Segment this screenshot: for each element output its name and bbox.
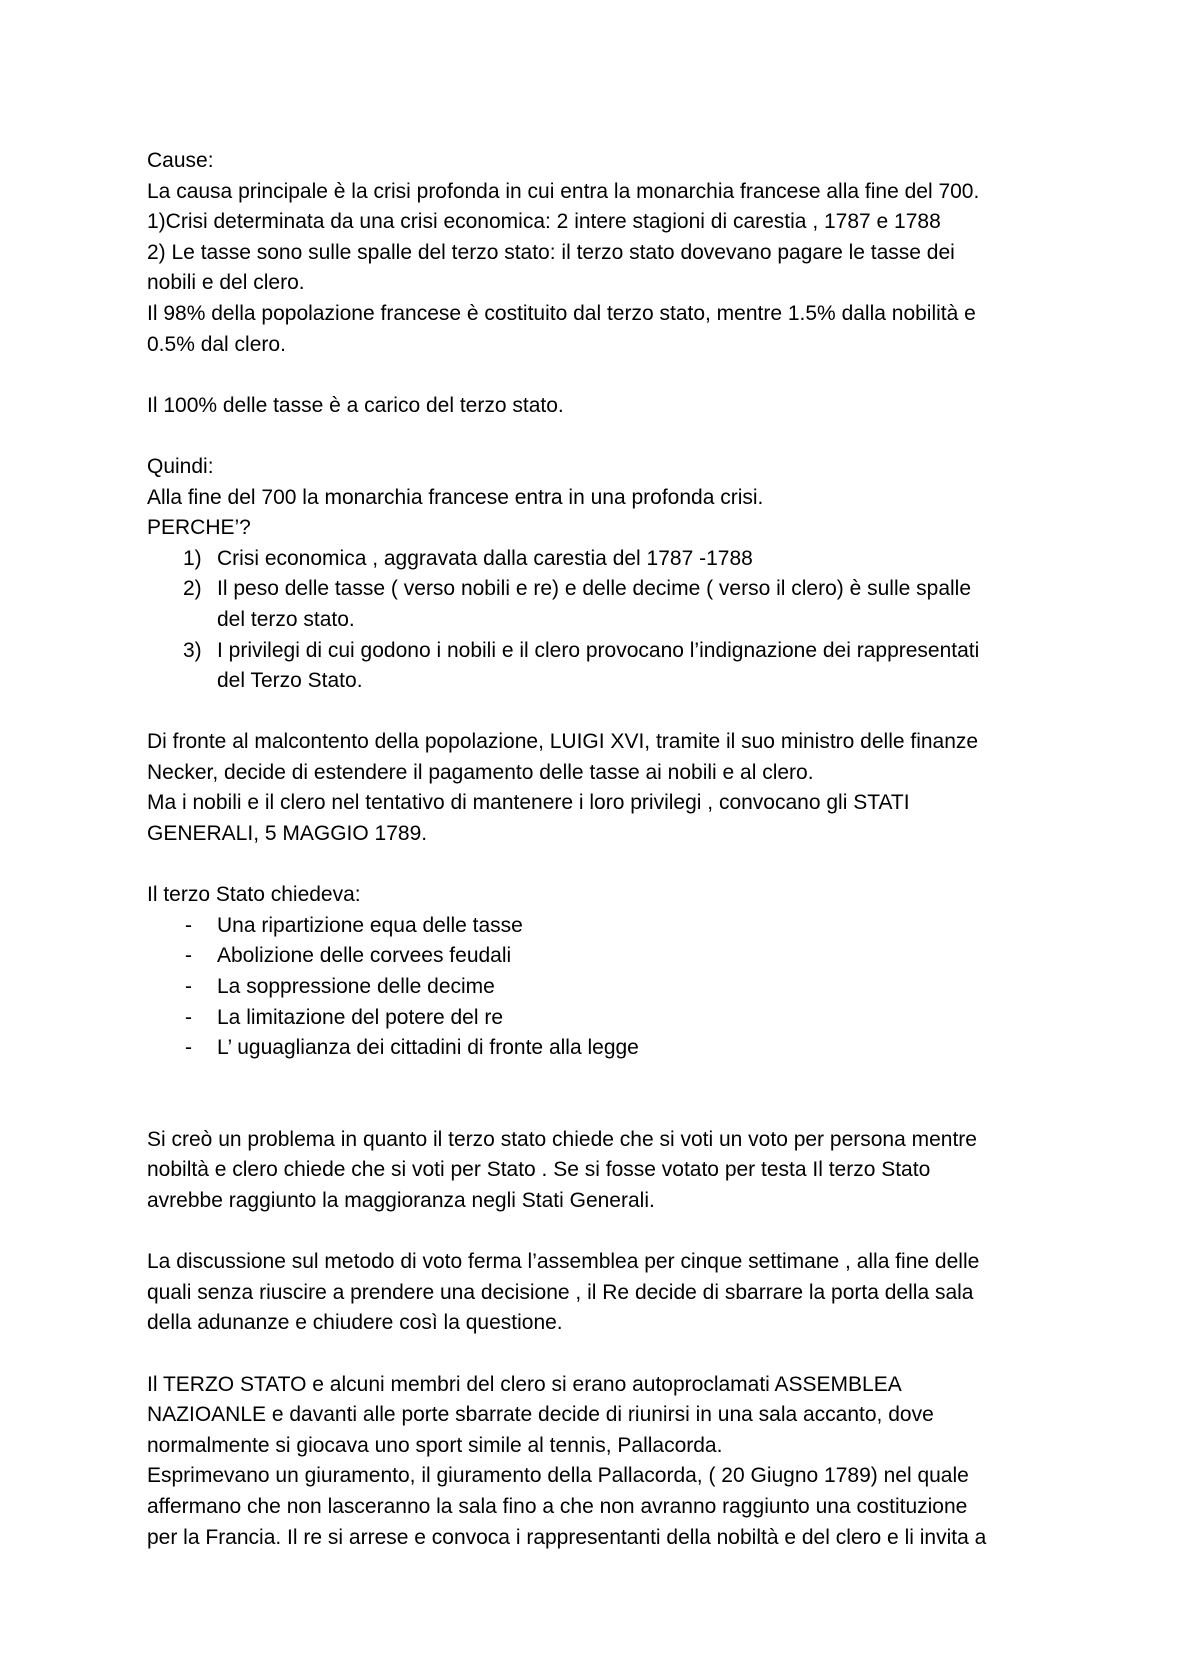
list-dash: -	[185, 975, 192, 999]
list-item	[147, 544, 1077, 575]
text-line: 2) Le tasse sono sulle spalle del terzo stato: il terzo stato dovevano pagare le tasse dei	[147, 240, 955, 264]
discussion-paragraph	[147, 1247, 1077, 1339]
luigi-paragraph	[147, 727, 1077, 849]
demands-intro: Il terzo Stato chiedeva:	[147, 883, 361, 907]
text-line: Necker, decide di estendere il pagamento delle tasse ai nobili e al clero.	[147, 760, 814, 784]
text-line: nobili e del clero.	[147, 271, 305, 295]
text-line: 1)Crisi determinata da una crisi economica: 2 intere stagioni di carestia , 1787 e 1788	[147, 210, 941, 234]
list-item	[147, 636, 1077, 697]
text-line: NAZIOANLE e davanti alle porte sbarrate decide di riunirsi in una sala accanto, dove	[147, 1403, 934, 1427]
list-dash: -	[185, 1036, 192, 1060]
blank-line	[147, 1339, 1077, 1370]
assembly-paragraph	[147, 1370, 1077, 1554]
list-item-text: La soppressione delle decime	[217, 975, 495, 999]
text-line: normalmente si giocava uno sport simile al tennis, Pallacorda.	[147, 1433, 723, 1457]
list-item	[147, 574, 1077, 635]
list-item-text	[217, 544, 753, 575]
blank-line	[147, 1217, 1077, 1248]
reasons-list	[147, 544, 1077, 697]
text-line: GENERALI, 5 MAGGIO 1789.	[147, 822, 428, 846]
list-item-text: Abolizione delle corvees feudali	[217, 944, 512, 968]
intro-section	[147, 146, 1077, 360]
blank-line	[147, 360, 1077, 391]
list-item	[147, 941, 1077, 972]
text-line: Alla fine del 700 la monarchia francese entra in una profonda crisi.	[147, 485, 764, 509]
text-line: 0.5% dal clero.	[147, 332, 286, 356]
list-number: 2)	[183, 577, 202, 601]
list-dash: -	[185, 1005, 192, 1029]
text-line: del Terzo Stato.	[217, 669, 363, 693]
list-number: 3)	[183, 638, 202, 662]
text-line: La causa principale è la crisi profonda in cui entra la monarchia francese alla fine del 700.	[147, 179, 980, 203]
list-item	[147, 911, 1077, 942]
list-item-text: La limitazione del potere del re	[217, 1005, 504, 1029]
text-line: Esprimevano un giuramento, il giuramento della Pallacorda, ( 20 Giugno 1789) nel quale	[147, 1464, 969, 1488]
text-line: La discussione sul metodo di voto ferma l’assemblea per cinque settimane , alla fine delle	[147, 1250, 980, 1274]
text-line: Il TERZO STATO e alcuni membri del clero si erano autoproclamati ASSEMBLEA	[147, 1372, 902, 1396]
summary-section	[147, 452, 1077, 544]
text-line: per la Francia. Il re si arrese e convoca i rappresentanti della nobiltà e del clero e li invita a	[147, 1525, 987, 1549]
blank-line	[147, 697, 1077, 728]
text-line: affermano che non lasceranno la sala fino a che non avranno raggiunto una costituzione	[147, 1494, 968, 1518]
list-number: 1)	[183, 546, 202, 570]
list-dash: -	[185, 913, 192, 937]
list-dash: -	[185, 944, 192, 968]
demands-list	[147, 911, 1077, 1064]
text-line: avrebbe raggiunto la maggioranza negli Stati Generali.	[147, 1189, 655, 1212]
text-line: Ma i nobili e il clero nel tentativo di mantenere i loro privilegi , convocano gli STATI	[147, 791, 910, 815]
text-line: della adunanze e chiudere così la questione.	[147, 1311, 563, 1335]
text-line: Il 98% della popolazione francese è costituito dal terzo stato, mentre 1.5% dalla nobilità e	[147, 301, 976, 325]
text-line: Crisi economica , aggravata dalla carestia del 1787 -1788	[217, 546, 753, 570]
text-line: quali senza riuscire a prendere una decisione , il Re decide di sbarrare la porta della sala	[147, 1280, 974, 1304]
section-heading-quindi: Quindi:	[147, 454, 214, 478]
question-perche: PERCHE’?	[147, 516, 251, 540]
blank-line	[147, 850, 1077, 881]
section-heading-cause: Cause:	[147, 149, 214, 172]
text-line: Si creò un problema in quanto il terzo stato chiede che si voti un voto per persona mentre	[147, 1127, 977, 1151]
document-page	[147, 146, 1077, 1553]
list-item-text: L’ uguaglianza dei cittadini di fronte alla legge	[217, 1036, 639, 1060]
blank-lines	[147, 1064, 1077, 1125]
list-item	[147, 1033, 1077, 1064]
text-line: Il peso delle tasse ( verso nobili e re) e delle decime ( verso il clero) è sulle spalle	[217, 577, 972, 601]
taxes-statement: Il 100% delle tasse è a carico del terzo stato.	[147, 393, 564, 417]
text-line: nobiltà e clero chiede che si voti per Stato . Se si fosse votato per testa Il terzo Stato	[147, 1158, 931, 1182]
list-item-text: Una ripartizione equa delle tasse	[217, 913, 523, 937]
vote-paragraph	[147, 1125, 1077, 1217]
text-line: I privilegi di cui godono i nobili e il clero provocano l’indignazione dei rappresentati	[217, 638, 980, 662]
list-item	[147, 972, 1077, 1003]
text-line: del terzo stato.	[217, 607, 355, 631]
list-item	[147, 1003, 1077, 1034]
text-line: Di fronte al malcontento della popolazione, LUIGI XVI, tramite il suo ministro delle finanze	[147, 730, 979, 754]
list-item-text	[217, 574, 971, 635]
blank-line	[147, 421, 1077, 452]
list-item-text	[217, 636, 979, 697]
